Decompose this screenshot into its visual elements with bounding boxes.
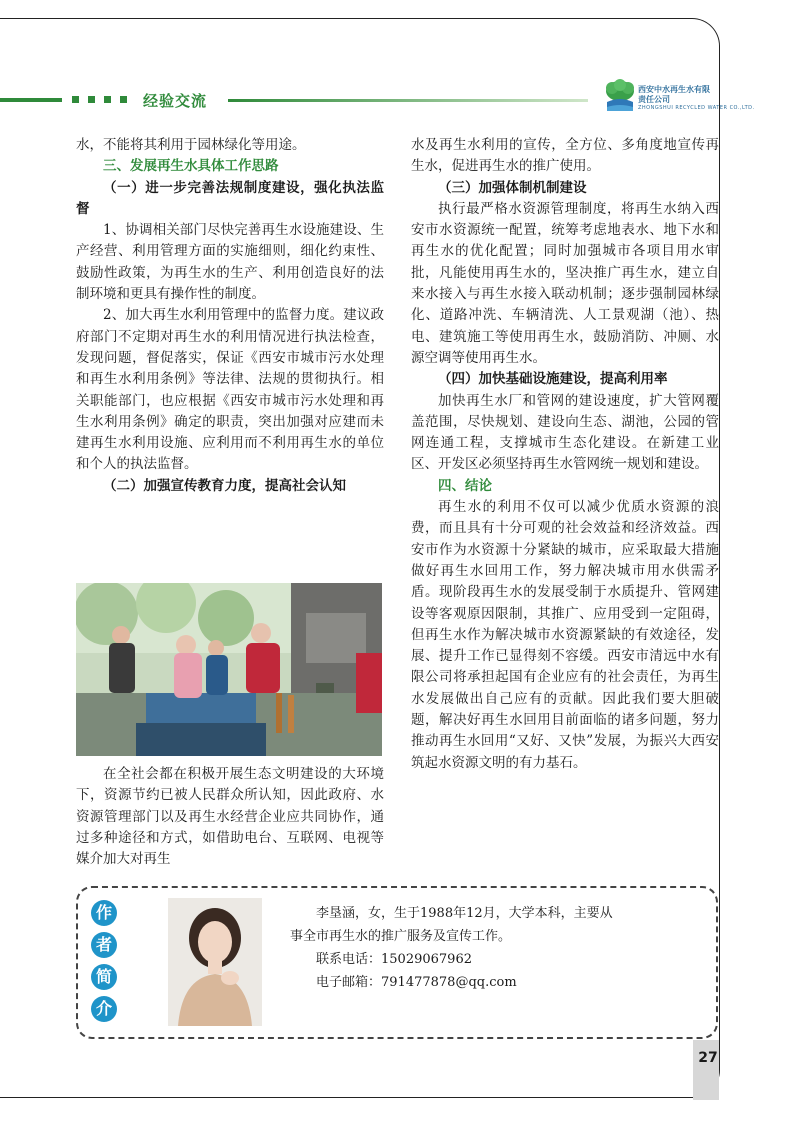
header-square xyxy=(72,96,79,103)
subsection-heading: （二）加强宣传教育力度，提高社会认知 xyxy=(103,477,346,494)
subsection-heading: （一）进一步完善法规制度建设，强化执法监督 xyxy=(76,179,384,217)
page-number: 27 xyxy=(698,1050,718,1066)
logo-text: 责任公司 xyxy=(638,95,670,104)
author-label-char: 简 xyxy=(91,964,117,990)
paragraph: 水及再生水利用的宣传，全方位、多角度地宣传再生水，促进再生水的推广使用。 xyxy=(411,137,719,175)
header-line xyxy=(228,99,588,102)
author-label-char: 者 xyxy=(91,932,117,958)
bio-line: 李垦涵，女，生于1988年12月，大学本科，主要从 xyxy=(316,906,613,921)
left-column xyxy=(76,135,384,497)
logo-text-english: ZHONGSHUI RECYCLED WATER CO.,LTD. xyxy=(638,105,755,111)
author-label-char: 作 xyxy=(91,900,117,926)
company-logo xyxy=(604,78,755,118)
section-title: 经验交流 xyxy=(143,92,208,110)
subsection-heading: （四）加快基础设施建设，提高利用率 xyxy=(438,371,668,388)
subsection-heading: （三）加强体制机制建设 xyxy=(438,179,587,196)
header-square xyxy=(88,96,95,103)
paragraph: 1、协调相关部门尽快完善再生水设施建设、生产经营、利用管理方面的实施细则，细化约束性、鼓励性政策，为再生水的生产、利用创造良好的法制环境和更具有操作性的制度。 xyxy=(76,222,384,303)
author-bio xyxy=(290,902,710,994)
paragraph: 再生水的利用不仅可以减少优质水资源的浪费，而且具有十分可观的社会效益和经济效益。西安市作为水资源十分紧缺的城市，应采取最大措施做好再生水回用工作，努力解决城市用水供需矛盾。现阶段再生水的发展受制于水质提升、管网建设等客观原因限制，其推广、应用受到一定阻碍，但再生水作为解决城市水资源紧缺的有效途径，发展、提升工作已显得刻不容缓。西安市清远中水有限公司将承担起国有企业应有的社会责任，为再生水发展做出自己应有的贡献。因此我们要大胆破题，解决好再生水回用目前面临的诸多问题，努力推动再生水回用“又好、又快”发展，为振兴大西安筑起水资源文明的有力基石。 xyxy=(411,499,719,771)
paragraph: 加快再生水厂和管网的建设速度，扩大管网覆盖范围，尽快规划、建设向生态、湖池，公园的管网连通工程，支撑城市生态化建设。在新建工业区、开发区必须坚持再生水管网统一规划和建设。 xyxy=(411,392,719,473)
section-heading: 三、发展再生水具体工作思路 xyxy=(103,158,279,175)
page-number-tab xyxy=(693,1040,719,1100)
paragraph: 水，不能将其利用于园林绿化等用途。 xyxy=(76,137,306,153)
bio-line: 事全市再生水的推广服务及宣传工作。 xyxy=(290,929,512,944)
event-photo xyxy=(76,583,382,756)
header-square xyxy=(120,96,127,103)
left-column-continued xyxy=(76,764,384,870)
paragraph: 执行最严格水资源管理制度，将再生水纳入西安市水资源统一配置，统筹考虑地表水、地下水和再生水的优化配置；同时加强城市各项目用水审批，凡能使用再生水的，坚决推广再生水，建立自来水接入与再生水接入联动机制；逐步强制园林绿化、道路冲洗、车辆清洗、人工景观湖（池）、热电、建筑施工等使用再生水，鼓励消防、冲厕、水源空调等使用再生水。 xyxy=(411,200,719,366)
paragraph: 2、加大再生水利用管理中的监督力度。建议政府部门不定期对再生水的利用情况进行执法检查，发现问题，督促落实，保证《西安市城市污水处理和再生水利用条例》等法律、法规的贯彻执行。相关职能部门，也应根据《西安市城市污水处理和再生水利用条例》确定的职责，突出加强对应建而未建再生水利用设施、应利用而不利用再生水的单位和个人的执法监督。 xyxy=(76,307,384,473)
paragraph: 在全社会都在积极开展生态文明建设的大环境下，资源节约已被人民群众所认知，因此政府、水资源管理部门以及再生水经营企业应共同协作，通过多种途径和方式，如借助电台、互联网、电视等媒介加大对再生 xyxy=(76,766,384,868)
author-phone: 联系电话：15029067962 xyxy=(316,952,472,967)
cloud-tree-icon xyxy=(604,78,636,112)
right-column xyxy=(411,135,719,774)
author-portrait xyxy=(168,898,262,1026)
section-heading: 四、结论 xyxy=(438,477,492,494)
author-label-char: 介 xyxy=(91,996,117,1022)
author-email: 电子邮箱：791477878@qq.com xyxy=(316,975,517,990)
logo-text: 西安中水再生水有限 xyxy=(638,85,710,94)
header-bar xyxy=(0,98,62,102)
header-square xyxy=(104,96,111,103)
